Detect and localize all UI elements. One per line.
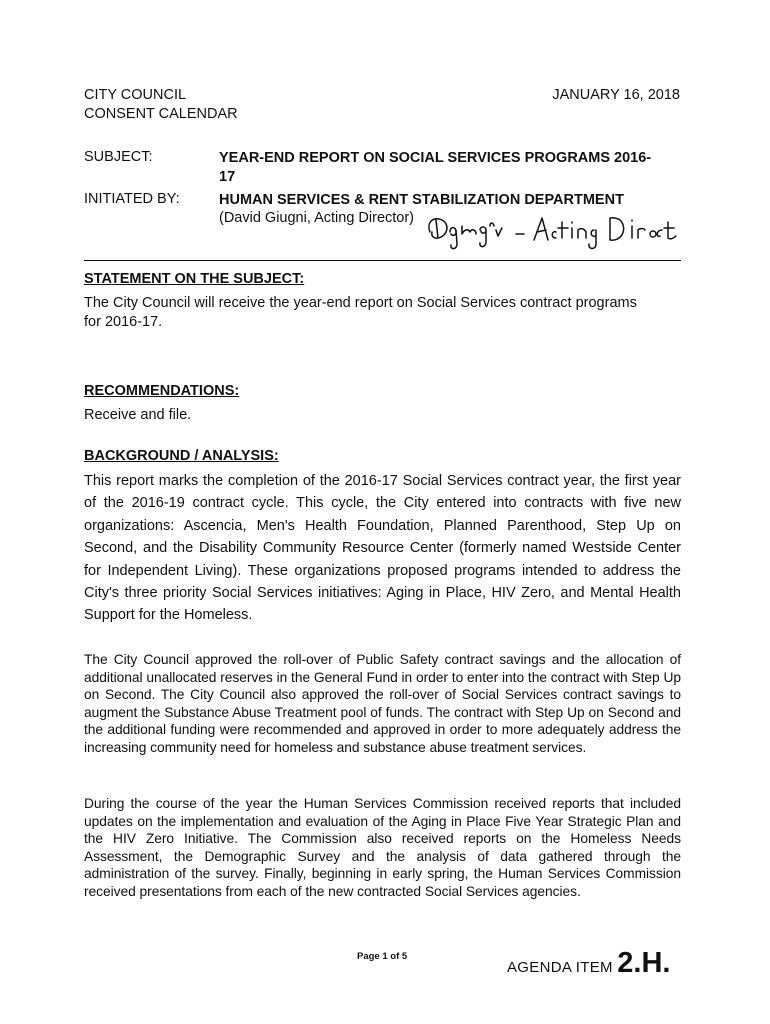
agenda-item-number: 2.H. xyxy=(617,947,671,979)
recommendations-text: Receive and file. xyxy=(84,407,192,423)
background-heading: BACKGROUND / ANALYSIS: xyxy=(84,448,279,464)
header-date: JANUARY 16, 2018 xyxy=(552,87,680,103)
initiated-person: (David Giugni, Acting Director) xyxy=(219,210,415,226)
subject-line1: YEAR-END REPORT ON SOCIAL SERVICES PROGRAMS 2016- xyxy=(219,150,652,166)
header-council xyxy=(84,86,238,124)
background-paragraph-1: This report marks the completion of the 2016-17 Social Services contract year, the first year of the 2016-19 contract cycle. This cycle, the City entered into contracts with five new organizations: Ascencia, Men's Health Foundation, Planned Parenthood, Step Up on Second, and the Disability Community Resource Center (formerly named Westside Center for Independent Living). These organizations proposed programs intended to address the City's three priority Social Services initiatives: Aging in Place, HIV Zero, and Mental Health Support for the Homeless. xyxy=(84,473,681,624)
subject-title xyxy=(219,149,684,187)
statement-line1: The City Council will receive the year-end report on Social Services contract programs xyxy=(84,295,637,311)
background-paragraph-2: The City Council approved the roll-over of Public Safety contract savings and the allocation of additional unallocated reserves in the General Fund in order to enter into the contract with Step Up on Second. The City Council also approved the roll-over of Social Services contract savings to augment the Substance Abuse Treatment pool of funds. The contract with Step Up on Second and the additional funding were recommended and approved in order to more adequately address the increasing community need for homeless and substance abuse treatment services. xyxy=(84,652,681,755)
initiated-department: HUMAN SERVICES & RENT STABILIZATION DEPARTMENT xyxy=(219,192,624,208)
subject-line2: 17 xyxy=(219,169,236,185)
background-paragraph-3: During the course of the year the Human Services Commission received reports that included updates on the implementation and evaluation of the Aging in Place Five Year Strategic Plan and the HIV Zero Initiative. The Commission also received reports on the Homeless Needs Assessment, the Demographic Survey and the analysis of data gathered through the administration of the survey. Finally, beginning in early spring, the Human Services Commission received presentations from each of the new contracted Social Services agencies. xyxy=(84,796,681,899)
section-divider xyxy=(84,260,681,261)
agenda-item-label: AGENDA ITEM xyxy=(507,959,613,976)
agenda-item xyxy=(507,947,670,980)
subject-label: SUBJECT: xyxy=(84,149,153,165)
header-consent-calendar: CONSENT CALENDAR xyxy=(84,106,238,122)
statement-text xyxy=(84,294,681,332)
statement-heading: STATEMENT ON THE SUBJECT: xyxy=(84,271,305,287)
signature-image xyxy=(424,208,682,258)
header-city-council: CITY COUNCIL xyxy=(84,87,187,103)
page-number: Page 1 of 5 xyxy=(357,951,408,962)
recommendations-heading: RECOMMENDATIONS: xyxy=(84,383,240,399)
statement-line2: for 2016-17. xyxy=(84,314,163,330)
initiated-label: INITIATED BY: xyxy=(84,191,180,207)
